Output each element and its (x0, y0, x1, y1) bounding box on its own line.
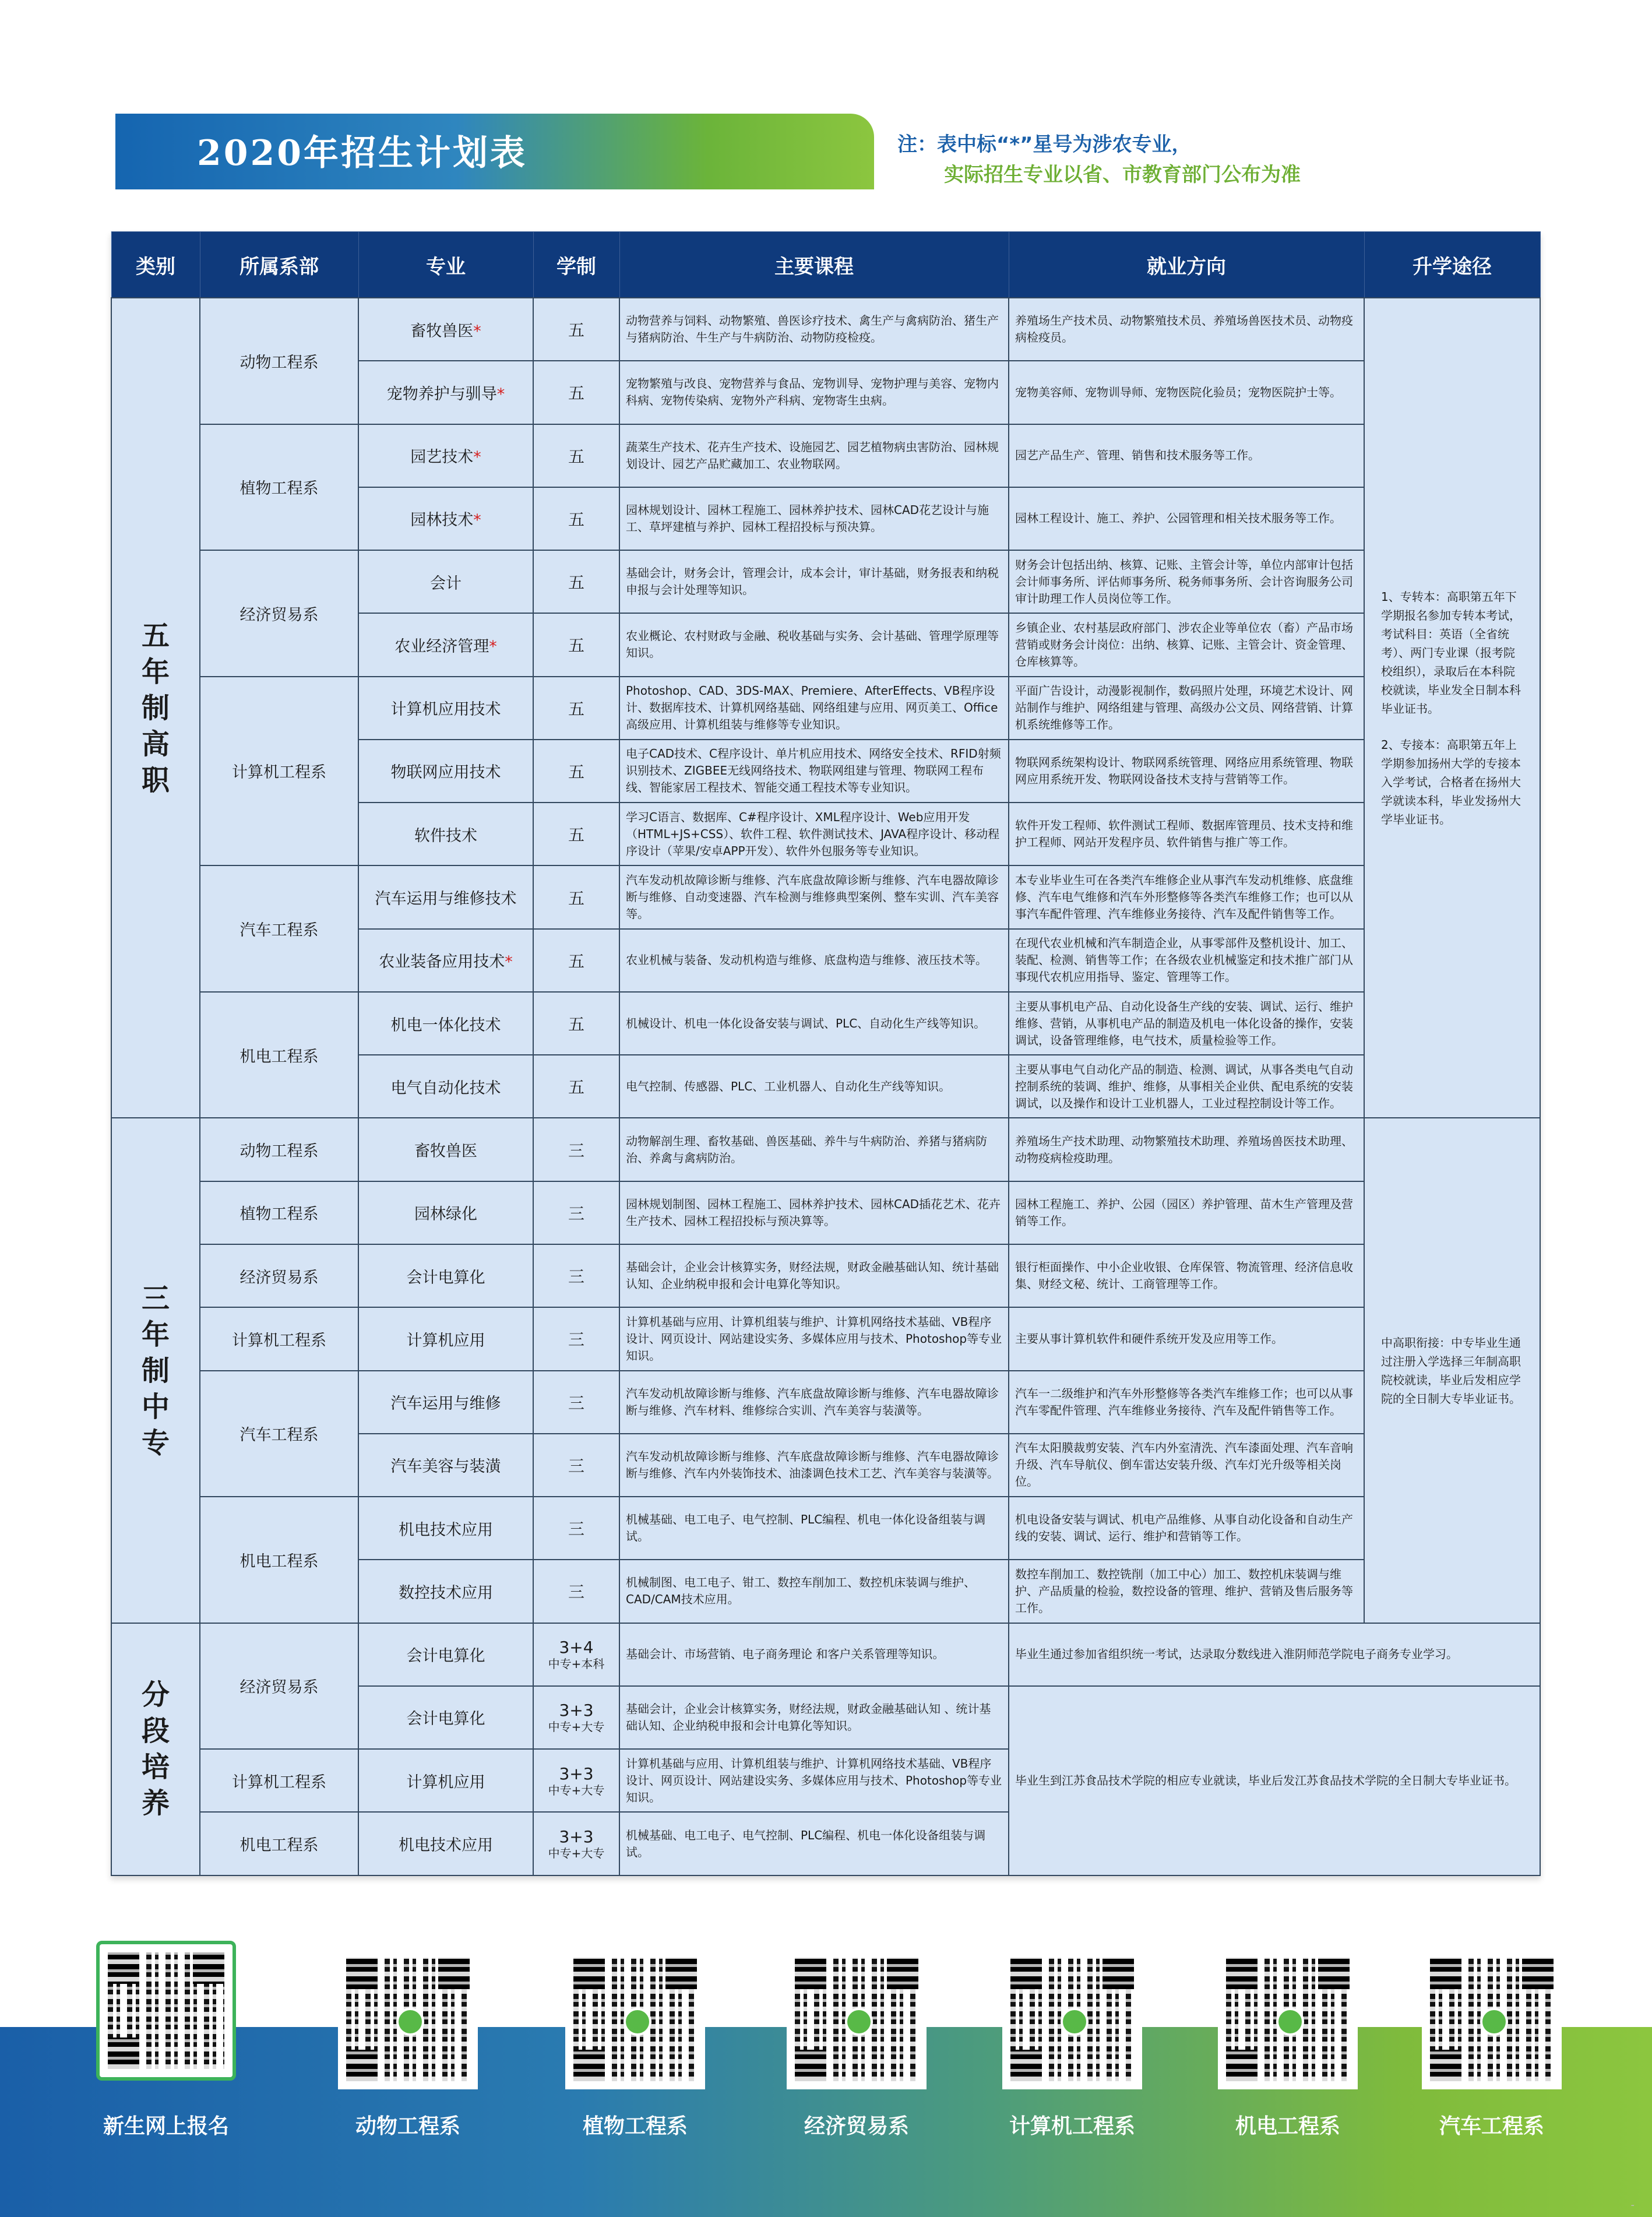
department-cell: 机电工程系 (200, 1812, 358, 1875)
agriculture-star: * (505, 953, 513, 972)
duration-cell (533, 361, 619, 424)
duration-value: 三 (568, 1330, 584, 1350)
major-name: 汽车美容与装潢 (390, 1458, 501, 1476)
courses-cell: 蔬菜生产技术、花卉生产技术、设施园艺、园艺植物病虫害防治、园林规划设计、园艺产品贮藏加工、农业物联网。 (619, 424, 1009, 487)
courses-cell: 基础会计，企业会计核算实务，财经法规，财政金融基础认知 、统计基础认知、企业纳税申报和会计电算化等知识。 (619, 1686, 1009, 1749)
duration-value: 五 (568, 509, 584, 529)
progression-cell (1364, 1118, 1540, 1623)
category-label: 分段培养 (141, 1678, 170, 1820)
duration-cell (533, 613, 619, 676)
employment-cell: 毕业生到江苏食品技术学院的相应专业就读，毕业后发江苏食品技术学院的全日制大专毕业证书。 (1009, 1686, 1540, 1875)
table-row (111, 865, 1540, 928)
duration-value: 五 (568, 888, 584, 908)
table-row (111, 424, 1540, 487)
major-name: 软件技术 (414, 826, 477, 845)
department-cell: 机电工程系 (200, 992, 358, 1118)
qr-code-7[interactable] (1422, 1949, 1562, 2089)
table-row (111, 1307, 1540, 1370)
wechat-logo-icon (1276, 2008, 1304, 2036)
major-cell (358, 1181, 533, 1244)
duration-value: 三 (568, 1393, 584, 1413)
major-cell (358, 865, 533, 928)
enrollment-plan-table (111, 231, 1541, 1876)
duration-cell (533, 487, 619, 550)
duration-cell (533, 865, 619, 928)
duration-value: 五 (568, 383, 584, 403)
major-name: 汽车运用与维修 (390, 1395, 501, 1413)
employment-cell: 汽车太阳膜裁剪安装、汽车内外室清洗、汽车漆面处理、汽车音响升级、汽车导航仪、倒车雷达安装升级、汽车灯光升级等相关岗位。 (1009, 1434, 1364, 1497)
employment-cell: 园林工程设计、施工、养护、公园管理和相关技术服务等工作。 (1009, 487, 1364, 550)
employment-cell: 主要从事电气自动化产品的制造、检测、调试，从事各类电气自动控制系统的装调、维护、维修，从事相关企业供、配电系统的安装调试，以及操作和设计工业机器人，工业过程控制设计等工作。 (1009, 1055, 1364, 1118)
employment-cell: 园林工程施工、养护、公园（园区）养护管理、苗木生产管理及营销等工作。 (1009, 1181, 1364, 1244)
employment-cell: 主要从事计算机软件和硬件系统开发及应用等工作。 (1009, 1307, 1364, 1370)
major-name: 农业装备应用技术 (379, 953, 505, 972)
duration-cell (533, 1307, 619, 1370)
duration-value: 三 (568, 1203, 584, 1223)
table-row (111, 992, 1540, 1055)
table-header-row (111, 232, 1540, 298)
duration-note: 中专+大专 (548, 1720, 605, 1734)
employment-cell: 宠物美容师、宠物训导师、宠物医院化验员；宠物医院护士等。 (1009, 361, 1364, 424)
major-cell (358, 1118, 533, 1181)
employment-cell: 主要从事机电产品、自动化设备生产线的安装、调试、运行、维护维修、营销，从事机电产品的制造及机电一体化设备的操作，安装调试，设备管理维修，电气技术，质量检验等工作。 (1009, 992, 1364, 1055)
category-label: 三年制中专 (141, 1282, 170, 1459)
major-cell (358, 677, 533, 740)
wechat-logo-icon (1061, 2008, 1089, 2036)
major-cell (358, 487, 533, 550)
qr-code-5[interactable] (1002, 1949, 1142, 2089)
major-name: 园林绿化 (414, 1205, 477, 1224)
duration-cell (533, 1434, 619, 1497)
duration-value: 3+3 (559, 1701, 594, 1720)
duration-value: 三 (568, 1456, 584, 1476)
courses-cell: 基础会计，财务会计，管理会计，成本会计，审计基础，财务报表和纳税申报与会计处理等知识。 (619, 550, 1009, 613)
courses-cell: 机械基础、电工电子、电气控制、PLC编程、机电一体化设备组装与调试。 (619, 1497, 1009, 1560)
major-cell (358, 298, 533, 361)
department-cell: 植物工程系 (200, 424, 358, 551)
duration-value: 三 (568, 1582, 584, 1602)
duration-value: 三 (568, 1141, 584, 1160)
courses-cell: 机械基础、电工电子、电气控制、PLC编程、机电一体化设备组装与调试。 (619, 1812, 1009, 1875)
major-cell (358, 740, 533, 803)
duration-cell (533, 298, 619, 361)
duration-value: 五 (568, 321, 584, 340)
major-cell (358, 1749, 533, 1812)
duration-value: 五 (568, 1078, 584, 1097)
table-row (111, 1371, 1540, 1434)
courses-cell: 动物营养与饲料、动物繁殖、兽医诊疗技术、禽生产与禽病防治、猪生产与猪病防治、牛生产与牛病防治、动物防疫检疫。 (619, 298, 1009, 361)
duration-value: 三 (568, 1519, 584, 1539)
duration-value: 3+3 (559, 1764, 594, 1783)
column-header: 升学途径 (1364, 232, 1540, 298)
agriculture-star: * (473, 322, 481, 340)
agriculture-star: * (489, 637, 497, 656)
duration-cell (533, 1686, 619, 1749)
major-name: 汽车运用与维修技术 (375, 890, 517, 909)
qr-label: 经济贸易系 (804, 2114, 909, 2138)
table-row (111, 298, 1540, 361)
major-cell (358, 1686, 533, 1749)
department-cell: 经济贸易系 (200, 1623, 358, 1750)
courses-cell: 学习C语言、数据库、C#程序设计、XML程序设计、Web应用开发（HTML+JS+CSS）、软件工程、软件测试技术、JAVA程序设计、移动程序设计（苹果/安卓APP开发）、软件外包服务等专业知识。 (619, 803, 1009, 865)
courses-cell: 汽车发动机故障诊断与维修、汽车底盘故障诊断与维修、汽车电器故障诊断与维修、汽车内外装饰技术、油漆调色技术工艺、汽车美容与装潢等。 (619, 1434, 1009, 1497)
duration-cell (533, 929, 619, 992)
duration-cell (533, 550, 619, 613)
employment-cell: 在现代农业机械和汽车制造企业，从事零部件及整机设计、加工、装配、检测、销售等工作；在各级农业机械鉴定和技术推广部门从事现代农机应用指导、鉴定、管理等工作。 (1009, 929, 1364, 992)
employment-cell: 养殖场生产技术员、动物繁殖技术员、养殖场兽医技术员、动物疫病检疫员。 (1009, 298, 1364, 361)
department-cell: 机电工程系 (200, 1497, 358, 1623)
department-cell: 动物工程系 (200, 1118, 358, 1181)
major-cell (358, 992, 533, 1055)
duration-cell (533, 1812, 619, 1875)
major-cell (358, 1055, 533, 1118)
department-cell: 计算机工程系 (200, 677, 358, 866)
duration-value: 五 (568, 446, 584, 466)
major-name: 畜牧兽医 (414, 1142, 477, 1161)
column-header: 类别 (111, 232, 200, 298)
major-name: 农业经济管理 (394, 637, 489, 656)
category-cell (111, 1118, 200, 1623)
major-name: 机电技术应用 (399, 1836, 493, 1855)
duration-cell (533, 1118, 619, 1181)
category-cell (111, 298, 200, 1118)
major-name: 会计电算化 (406, 1647, 485, 1666)
duration-cell (533, 677, 619, 740)
employment-cell: 银行柜面操作、中小企业收银、仓库保管、物流管理、经济信息收集、财经文秘、统计、工商管理等工作。 (1009, 1244, 1364, 1307)
courses-cell: 电子CAD技术、C程序设计、单片机应用技术、网络安全技术、RFID射频识别技术、ZIGBEE无线网络技术、物联网组建与管理、物联网工程布线、智能家居工程技术、智能交通工程技术等专业知识。 (619, 740, 1009, 803)
progression-item: 2、专接本：高职第五年上学期参加扬州大学的专接本入学考试，合格者在扬州大学就读本科，毕业发扬州大学毕业证书。 (1381, 737, 1521, 826)
table-row (111, 1244, 1540, 1307)
note (897, 129, 1301, 190)
courses-cell: 农业概论、农村财政与金融、税收基础与实务、会计基础、管理学原理等知识。 (619, 613, 1009, 676)
courses-cell: 基础会计，企业会计核算实务，财经法规，财政金融基础认知、统计基础认知、企业纳税申报和会计电算化等知识。 (619, 1244, 1009, 1307)
major-name: 会计 (430, 574, 462, 593)
employment-cell: 平面广告设计，动漫影视制作，数码照片处理，环境艺术设计、网站制作与维护、网络组建与管理、高级办公文员、网络营销、计算机系统维修等工作。 (1009, 677, 1364, 740)
qr-label: 新生网上报名 (103, 2114, 229, 2138)
table-row (111, 550, 1540, 613)
progression-cell (1364, 298, 1540, 1118)
qr-label: 汽车工程系 (1439, 2114, 1544, 2138)
major-cell (358, 1623, 533, 1686)
duration-value: 3+4 (559, 1638, 594, 1658)
major-name: 计算机应用 (406, 1331, 485, 1350)
employment-cell: 毕业生通过参加省组织统一考试，达录取分数线进入淮阴师范学院电子商务专业学习。 (1009, 1623, 1540, 1686)
qr-code-3[interactable] (565, 1949, 705, 2089)
qr-label: 计算机工程系 (1009, 2114, 1135, 2138)
major-name: 数控技术应用 (399, 1583, 493, 1602)
duration-value: 五 (568, 699, 584, 719)
duration-value: 五 (568, 1015, 584, 1034)
major-name: 园艺技术 (410, 448, 474, 467)
courses-cell: 汽车发动机故障诊断与维修、汽车底盘故障诊断与维修、汽车电器故障诊断与维修、自动变速器、汽车检测与维修典型案例、整车实训、汽车美容等。 (619, 865, 1009, 928)
major-cell (358, 613, 533, 676)
duration-cell (533, 1623, 619, 1686)
table-row (111, 1181, 1540, 1244)
duration-value: 五 (568, 825, 584, 845)
category-label: 五年制高职 (141, 619, 170, 797)
column-header: 所属系部 (200, 232, 358, 298)
courses-cell: 动物解剖生理、畜牧基础、兽医基础、养牛与牛病防治、养猪与猪病防治、养禽与禽病防治。 (619, 1118, 1009, 1181)
department-cell: 植物工程系 (200, 1181, 358, 1244)
major-cell (358, 929, 533, 992)
department-cell: 汽车工程系 (200, 1371, 358, 1497)
major-cell (358, 1244, 533, 1307)
note-line-1: 注：表中标“*”星号为涉农专业， (897, 133, 1192, 156)
wechat-logo-icon (845, 2008, 873, 2036)
employment-cell: 物联网系统架构设计、物联网系统管理、网络应用系统管理、物联网应用系统开发、物联网设备技术支持与营销等工作。 (1009, 740, 1364, 803)
courses-cell: 宠物繁殖与改良、宠物营养与食品、宠物训导、宠物护理与美容、宠物内科病、宠物传染病、宠物外产科病、宠物寄生虫病。 (619, 361, 1009, 424)
employment-cell: 机电设备安装与调试、机电产品维修、从事自动化设备和自动生产线的安装、调试、运行、维护和营销等工作。 (1009, 1497, 1364, 1560)
courses-cell: 计算机基础与应用、计算机组装与维护、计算机网络技术基础、VB程序设计、网页设计、网站建设实务、多媒体应用与技术、Photoshop等专业知识。 (619, 1749, 1009, 1812)
title-banner (115, 114, 874, 189)
progression-item: 1、专转本：高职第五年下学期报名参加专转本考试，考试科目：英语（全省统考）、两门专业课（报考院校组织），录取后在本科院校就读，毕业发全日制本科毕业证书。 (1381, 589, 1521, 716)
qr-code-4[interactable] (787, 1949, 927, 2089)
major-cell (358, 1812, 533, 1875)
employment-cell: 园艺产品生产、管理、销售和技术服务等工作。 (1009, 424, 1364, 487)
duration-cell (533, 1244, 619, 1307)
note-line-2: 实际招生专业以省、市教育部门公布为准 (944, 163, 1301, 186)
qr-code-6[interactable] (1218, 1949, 1358, 2089)
category-cell (111, 1623, 200, 1875)
department-cell: 计算机工程系 (200, 1749, 358, 1812)
duration-value: 五 (568, 636, 584, 656)
courses-cell: Photoshop、CAD、3DS-MAX、Premiere、AfterEffects、VB程序设计、数据库技术、计算机网络基础、网络组建与应用、网页美工、Office高级应用、计算机组装与维修等专业知识。 (619, 677, 1009, 740)
courses-cell: 农业机械与装备、发动机构造与维修、底盘构造与维修、液压技术等。 (619, 929, 1009, 992)
courses-cell: 园林规划设计、园林工程施工、园林养护技术、园林CAD花艺设计与施工、草坪建植与养护、园林工程招投标与预决算。 (619, 487, 1009, 550)
employment-cell: 本专业毕业生可在各类汽车维修企业从事汽车发动机维修、底盘维修、汽车电气维修和汽车外形整修等各类汽车维修工作；也可以从事汽车配件管理、汽车维修业务接待、汽车及配件销售等工作。 (1009, 865, 1364, 928)
duration-cell (533, 1560, 619, 1623)
major-name: 畜牧兽医 (410, 322, 474, 340)
table-row (111, 677, 1540, 740)
employment-cell: 财务会计包括出纳、核算、记账、主管会计等，单位内部审计包括会计师事务所、评估师事务所、税务师事务所、会计咨询服务公司审计助理工作人员岗位等工作。 (1009, 550, 1364, 613)
duration-cell (533, 1371, 619, 1434)
column-header: 专业 (358, 232, 533, 298)
employment-cell: 乡镇企业、农村基层政府部门、涉农企业等单位农（畜）产品市场营销或财务会计岗位：出纳、核算、记账、主管会计、资金管理、仓库核算等。 (1009, 613, 1364, 676)
major-cell (358, 1307, 533, 1370)
wechat-logo-icon (1480, 2008, 1508, 2036)
major-name: 园林技术 (410, 511, 474, 530)
qr-label: 动物工程系 (355, 2114, 460, 2138)
duration-cell (533, 1181, 619, 1244)
duration-cell (533, 803, 619, 865)
department-cell: 动物工程系 (200, 298, 358, 424)
major-cell (358, 1497, 533, 1560)
column-header: 学制 (533, 232, 619, 298)
duration-value: 五 (568, 573, 584, 593)
wechat-logo-icon (624, 2008, 651, 2036)
duration-cell (533, 1749, 619, 1812)
courses-cell: 园林规划制图、园林工程施工、园林养护技术、园林CAD插花艺术、花卉生产技术、园林工程招投标与预决算等。 (619, 1181, 1009, 1244)
duration-value: 3+3 (559, 1827, 594, 1847)
major-cell (358, 1560, 533, 1623)
courses-cell: 计算机基础与应用、计算机组装与维护、计算机网络技术基础、VB程序设计、网页设计、网站建设实务、多媒体应用与技术、Photoshop等专业知识。 (619, 1307, 1009, 1370)
duration-cell (533, 424, 619, 487)
table-row (111, 1623, 1540, 1686)
agriculture-star: * (473, 448, 481, 467)
major-name: 物联网应用技术 (390, 763, 501, 782)
major-cell (358, 361, 533, 424)
courses-cell: 基础会计、市场营销、电子商务理论 和客户关系管理等知识。 (619, 1623, 1009, 1686)
employment-cell: 数控车削加工、数控铣削（加工中心）加工、数控机床装调与维护、产品质量的检验，数控设备的管理、维护、营销及售后服务等工作。 (1009, 1560, 1364, 1623)
duration-note: 中专+大专 (548, 1846, 605, 1861)
major-cell (358, 550, 533, 613)
major-name: 计算机应用 (406, 1773, 485, 1792)
employment-cell: 汽车一二级维护和汽车外形整修等各类汽车维修工作；也可以从事汽车零配件管理、汽车维修业务接待、汽车及配件销售等工作。 (1009, 1371, 1364, 1434)
major-name: 会计电算化 (406, 1710, 485, 1729)
courses-cell: 机械制图、电工电子、钳工、数控车削加工、数控机床装调与维护、CAD/CAM技术应用。 (619, 1560, 1009, 1623)
major-cell (358, 424, 533, 487)
column-header: 就业方向 (1009, 232, 1364, 298)
major-name: 机电技术应用 (399, 1521, 493, 1539)
agriculture-star: * (496, 385, 505, 403)
department-cell: 计算机工程系 (200, 1307, 358, 1370)
wechat-logo-icon (396, 2008, 424, 2036)
watermark: - (1630, 2199, 1635, 2211)
duration-value: 三 (568, 1267, 584, 1287)
column-header: 主要课程 (619, 232, 1009, 298)
qr-code-1[interactable] (96, 1941, 236, 2081)
department-cell: 经济贸易系 (200, 1244, 358, 1307)
duration-value: 五 (568, 762, 584, 782)
major-name: 电气自动化技术 (390, 1079, 501, 1097)
table-row (111, 1497, 1540, 1560)
duration-cell (533, 1497, 619, 1560)
duration-note: 中专+本科 (548, 1657, 605, 1671)
department-cell: 汽车工程系 (200, 865, 358, 992)
qr-code-icon (108, 1952, 224, 2069)
duration-cell (533, 992, 619, 1055)
duration-cell (533, 1055, 619, 1118)
duration-cell (533, 740, 619, 803)
major-name: 计算机应用技术 (390, 701, 501, 719)
courses-cell: 电气控制、传感器、PLC、工业机器人、自动化生产线等知识。 (619, 1055, 1009, 1118)
table-row (111, 1118, 1540, 1181)
major-cell (358, 1371, 533, 1434)
courses-cell: 机械设计、机电一体化设备安装与调试、PLC、自动化生产线等知识。 (619, 992, 1009, 1055)
major-name: 机电一体化技术 (390, 1016, 501, 1034)
major-cell (358, 1434, 533, 1497)
employment-cell: 软件开发工程师、软件测试工程师、数据库管理员、技术支持和维护工程师、网站开发程序员、软件销售与推广等工作。 (1009, 803, 1364, 865)
duration-note: 中专+大专 (548, 1783, 605, 1797)
department-cell: 经济贸易系 (200, 550, 358, 677)
agriculture-star: * (473, 511, 481, 530)
courses-cell: 汽车发动机故障诊断与维修、汽车底盘故障诊断与维修、汽车电器故障诊断与维修、汽车材料、维修综合实训、汽车美容与装潢等。 (619, 1371, 1009, 1434)
progression-item: 中高职衔接：中专毕业生通过注册入学选择三年制高职院校就读，毕业后发相应学院的全日制大专毕业证书。 (1381, 1335, 1521, 1406)
page-title: 2020年招生计划表 (197, 133, 527, 174)
qr-code-2[interactable] (338, 1949, 478, 2089)
major-name: 宠物养护与驯导 (386, 385, 497, 403)
qr-label: 机电工程系 (1235, 2114, 1340, 2138)
major-name: 会计电算化 (406, 1268, 485, 1287)
qr-label: 植物工程系 (582, 2114, 688, 2138)
major-cell (358, 803, 533, 865)
employment-cell: 养殖场生产技术助理、动物繁殖技术助理、养殖场兽医技术助理、动物疫病检疫助理。 (1009, 1118, 1364, 1181)
duration-value: 五 (568, 951, 584, 971)
